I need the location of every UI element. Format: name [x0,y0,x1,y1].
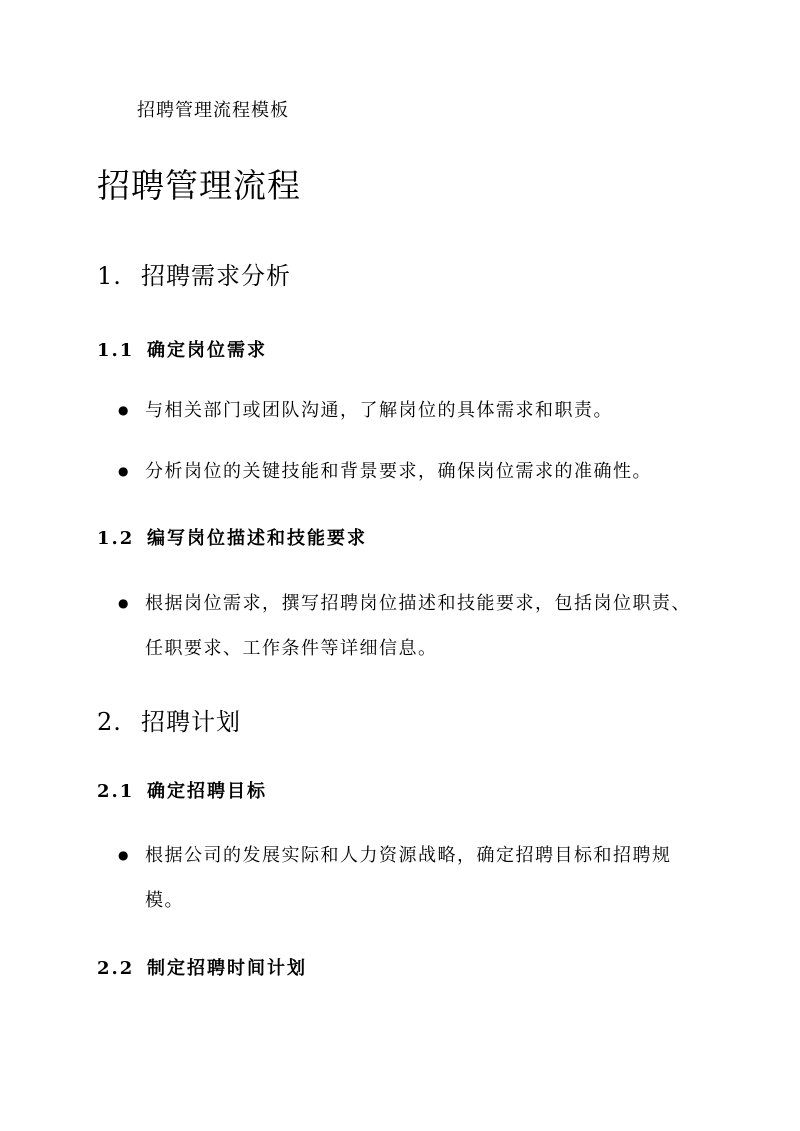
list-item [118,449,698,494]
subsection-title: 制定招聘时间计划 [147,958,307,979]
subsection-title: 确定岗位需求 [147,340,267,361]
list-item-text: 与相关部门或团队沟通，了解岗位的具体需求和职责。 [145,400,613,421]
list-item [118,833,698,923]
document-header: 招聘管理流程模板 [137,100,289,121]
subsection-number: 2.2 [97,958,135,979]
list-item-text: 根据公司的发展实际和人力资源战略，确定招聘目标和招聘规模。 [145,845,672,911]
subsection-number: 1.1 [97,340,135,361]
subsection-1-1-heading [97,336,267,362]
subsection-2-1-heading [97,777,267,803]
subsection-title: 确定招聘目标 [147,781,267,802]
subsection-title: 编写岗位描述和技能要求 [147,528,367,549]
bullet-icon: ● [118,403,130,417]
list-item [118,581,698,671]
subsection-1-2-heading [97,524,367,550]
section-1-heading [97,256,291,291]
section-number: 2. [97,708,122,736]
subsection-number: 2.1 [97,781,135,802]
section-2-heading [97,702,241,737]
bullet-icon: ● [118,848,130,862]
section-number: 1. [97,262,122,290]
subsection-number: 1.2 [97,528,135,549]
section-title: 招聘需求分析 [141,262,291,290]
list-item-text: 根据岗位需求，撰写招聘岗位描述和技能要求，包括岗位职责、任职要求、工作条件等详细信息。 [145,593,691,659]
list-item [118,388,698,433]
bullet-icon: ● [118,596,130,610]
document-title: 招聘管理流程 [97,166,301,205]
section-title: 招聘计划 [141,708,241,736]
bullet-icon: ● [118,464,130,478]
list-item-text: 分析岗位的关键技能和背景要求，确保岗位需求的准确性。 [145,461,652,482]
subsection-2-2-heading [97,954,307,980]
